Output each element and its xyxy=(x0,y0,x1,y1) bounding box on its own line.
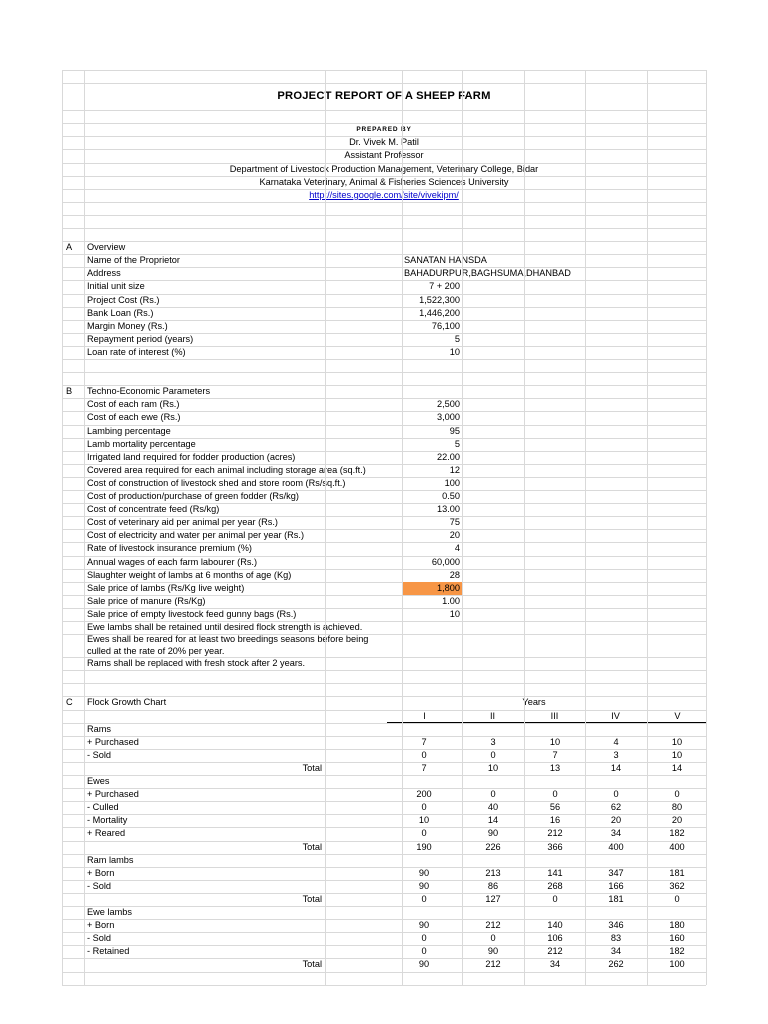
parameter-value[interactable]: 76,100 xyxy=(431,320,460,331)
flock-value[interactable]: 106 xyxy=(547,933,563,944)
parameter-label: Project Cost (Rs.) xyxy=(87,294,160,305)
flock-value[interactable]: 14 xyxy=(610,762,622,773)
flock-value[interactable]: 366 xyxy=(547,841,563,852)
flock-value[interactable]: 362 xyxy=(669,880,685,891)
parameter-label: Sale price of manure (Rs/Kg) xyxy=(87,595,206,606)
grid-column-line xyxy=(462,70,463,985)
total-label: Total xyxy=(302,841,322,852)
parameter-label: Lambing percentage xyxy=(87,425,171,436)
parameter-value[interactable]: 12 xyxy=(449,464,460,475)
flock-heading: Flock Growth Chart xyxy=(87,697,167,708)
flock-value[interactable]: 34 xyxy=(549,959,561,970)
flock-value[interactable]: 90 xyxy=(418,880,430,891)
flock-value[interactable]: 7 xyxy=(421,762,427,773)
flock-value[interactable]: 190 xyxy=(416,841,432,852)
parameter-value[interactable]: 1,522,300 xyxy=(419,294,460,305)
flock-value[interactable]: 90 xyxy=(418,920,430,931)
flock-value[interactable]: 90 xyxy=(418,867,430,878)
parameter-label: Cost of construction of livestock shed and store room (Rs/sq.ft.) xyxy=(87,477,346,488)
parameter-label: Irrigated land required for fodder production (acres) xyxy=(87,451,296,462)
flock-value[interactable]: 212 xyxy=(485,959,501,970)
flock-value[interactable]: 181 xyxy=(669,867,685,878)
grid-line xyxy=(62,202,706,203)
flock-value[interactable]: 34 xyxy=(610,946,622,957)
flock-value[interactable]: 166 xyxy=(608,880,624,891)
flock-value[interactable]: 0 xyxy=(613,789,619,800)
parameter-label: Margin Money (Rs.) xyxy=(87,320,168,331)
flock-value[interactable]: 127 xyxy=(485,893,501,904)
row-label: - Retained xyxy=(87,946,130,957)
flock-value[interactable]: 213 xyxy=(485,867,501,878)
parameter-label: Covered area required for each animal including storage area (sq.ft.) xyxy=(87,464,366,475)
grid-column-line xyxy=(84,70,85,985)
parameter-label: Sale price of lambs (Rs/Kg live weight) xyxy=(87,582,245,593)
total-label: Total xyxy=(302,959,322,970)
flock-value[interactable]: 0 xyxy=(552,789,558,800)
flock-value[interactable]: 180 xyxy=(669,920,685,931)
flock-value[interactable]: 0 xyxy=(421,946,427,957)
author-designation: Assistant Professor xyxy=(344,150,424,161)
flock-value[interactable]: 400 xyxy=(669,841,685,852)
parameter-label: Cost of production/purchase of green fodder (Rs/kg) xyxy=(87,491,299,502)
parameter-label: Sale price of empty livestock feed gunny bags (Rs.) xyxy=(87,608,297,619)
flock-value[interactable]: 10 xyxy=(671,736,683,747)
flock-value[interactable]: 181 xyxy=(608,893,624,904)
flock-value[interactable]: 83 xyxy=(610,933,622,944)
flock-value[interactable]: 14 xyxy=(487,815,499,826)
row-label: + Purchased xyxy=(87,736,139,747)
grid-line xyxy=(62,372,706,373)
parameter-value[interactable]: 1,446,200 xyxy=(419,307,460,318)
row-label: - Sold xyxy=(87,749,112,760)
group-heading: Rams xyxy=(87,723,111,734)
grid-line xyxy=(62,215,706,216)
grid-line xyxy=(62,670,706,671)
grid-column-line xyxy=(402,70,403,985)
flock-value[interactable]: 200 xyxy=(416,789,432,800)
flock-value[interactable]: 20 xyxy=(671,815,683,826)
flock-value[interactable]: 14 xyxy=(671,762,683,773)
years-label: Years xyxy=(522,697,546,708)
website-link[interactable]: http://sites.google.com/site/vivekipm/ xyxy=(309,189,459,200)
department-name: Department of Livestock Production Management, Veterinary College, Bidar xyxy=(229,163,539,174)
parameter-label: Cost of electricity and water per animal per year (Rs.) xyxy=(87,530,305,541)
flock-value[interactable]: 268 xyxy=(547,880,563,891)
flock-value[interactable]: 10 xyxy=(487,762,499,773)
parameter-value[interactable]: 5 xyxy=(454,438,460,449)
year-header-4: IV xyxy=(611,710,620,721)
flock-value[interactable]: 62 xyxy=(610,802,622,813)
flock-value[interactable]: 90 xyxy=(418,959,430,970)
flock-value[interactable]: 400 xyxy=(608,841,624,852)
flock-value[interactable]: 160 xyxy=(669,933,685,944)
parameter-label: Cost of concentrate feed (Rs/kg) xyxy=(87,504,220,515)
flock-value[interactable]: 0 xyxy=(421,749,427,760)
flock-value[interactable]: 80 xyxy=(671,802,683,813)
parameter-value[interactable]: 0.50 xyxy=(442,491,460,502)
parameter-value[interactable]: 60,000 xyxy=(431,556,460,567)
flock-value[interactable]: 10 xyxy=(549,736,561,747)
grid-column-line xyxy=(62,70,63,985)
parameter-label: Name of the Proprietor xyxy=(87,255,180,266)
parameter-label: Slaughter weight of lambs at 6 months of age (Kg) xyxy=(87,569,292,580)
parameter-value[interactable]: SANATAN HANSDA xyxy=(404,255,487,266)
note-text: Ewe lambs shall be retained until desired flock strength is achieved. xyxy=(87,622,363,633)
grid-line xyxy=(62,683,706,684)
year-header-2: II xyxy=(489,710,496,721)
parameter-value[interactable]: 7 + 200 xyxy=(429,281,460,292)
flock-value[interactable]: 100 xyxy=(669,959,685,970)
grid-line xyxy=(62,83,706,84)
note-text: Ewes shall be reared for at least two breedings seasons before being xyxy=(87,634,369,645)
parameter-label: Repayment period (years) xyxy=(87,333,194,344)
row-label: - Sold xyxy=(87,880,112,891)
spreadsheet[interactable] xyxy=(62,70,706,985)
author-name: Dr. Vivek M. Patil xyxy=(349,137,419,148)
parameter-label: Cost of veterinary aid per animal per year (Rs.) xyxy=(87,517,278,528)
parameter-value[interactable]: 1.00 xyxy=(442,595,460,606)
grid-line xyxy=(62,70,706,71)
flock-value[interactable]: 346 xyxy=(608,920,624,931)
flock-value[interactable]: 212 xyxy=(547,946,563,957)
parameter-label: Rate of livestock insurance premium (%) xyxy=(87,543,252,554)
row-label: + Born xyxy=(87,920,115,931)
grid-column-line xyxy=(325,70,326,985)
section-letter: B xyxy=(66,386,73,397)
flock-value[interactable]: 0 xyxy=(674,789,680,800)
prepared-by-label: PREPARED BY xyxy=(356,126,412,134)
parameter-value[interactable]: 13.00 xyxy=(437,504,460,515)
flock-value[interactable]: 212 xyxy=(485,920,501,931)
flock-value[interactable]: 10 xyxy=(418,815,430,826)
grid-line xyxy=(62,359,706,360)
note-text: culled at the rate of 20% per year. xyxy=(87,645,225,656)
year-header-1: I xyxy=(423,710,426,721)
flock-value[interactable]: 141 xyxy=(547,867,563,878)
flock-value[interactable]: 0 xyxy=(421,802,427,813)
flock-value[interactable]: 20 xyxy=(610,815,622,826)
parameter-value[interactable]: BAHADURPUR,BAGHSUMA,DHANBAD xyxy=(404,268,571,279)
flock-value[interactable]: 0 xyxy=(421,893,427,904)
parameter-value[interactable]: 75 xyxy=(449,517,460,528)
parameter-label: Loan rate of interest (%) xyxy=(87,346,186,357)
section-letter: A xyxy=(66,242,73,253)
flock-value[interactable]: 90 xyxy=(487,828,499,839)
grid-line xyxy=(62,985,706,986)
grid-column-line xyxy=(585,70,586,985)
year-header-5: V xyxy=(674,710,681,721)
flock-value[interactable]: 3 xyxy=(613,749,619,760)
grid-line xyxy=(62,110,706,111)
grid-column-line xyxy=(524,70,525,985)
parameter-label: Cost of each ram (Rs.) xyxy=(87,399,180,410)
flock-value[interactable]: 0 xyxy=(421,828,427,839)
flock-value[interactable]: 0 xyxy=(490,749,496,760)
parameter-value[interactable]: 20 xyxy=(449,530,460,541)
flock-value[interactable]: 7 xyxy=(421,736,427,747)
parameter-value[interactable]: 100 xyxy=(444,477,460,488)
flock-value[interactable]: 0 xyxy=(552,893,558,904)
parameter-value[interactable]: 10 xyxy=(449,608,460,619)
flock-value[interactable]: 16 xyxy=(549,815,561,826)
row-label: + Purchased xyxy=(87,789,139,800)
parameter-value[interactable]: 10 xyxy=(449,346,460,357)
row-label: - Sold xyxy=(87,933,112,944)
flock-value[interactable]: 347 xyxy=(608,867,624,878)
flock-value[interactable]: 56 xyxy=(549,802,561,813)
flock-value[interactable]: 262 xyxy=(608,959,624,970)
parameter-value[interactable]: 28 xyxy=(449,569,460,580)
university-name: Karnataka Veterinary, Animal & Fisheries Sciences University xyxy=(259,176,509,187)
parameter-label: Annual wages of each farm labourer (Rs.) xyxy=(87,556,258,567)
flock-value[interactable]: 90 xyxy=(487,946,499,957)
flock-value[interactable]: 4 xyxy=(613,736,619,747)
parameter-label: Address xyxy=(87,268,121,279)
parameter-label: Cost of each ewe (Rs.) xyxy=(87,412,181,423)
flock-value[interactable]: 212 xyxy=(547,828,563,839)
section-letter: C xyxy=(66,697,73,708)
grid-column-line xyxy=(706,70,707,985)
flock-value[interactable]: 0 xyxy=(674,893,680,904)
parameter-label: Initial unit size xyxy=(87,281,145,292)
parameter-value[interactable]: 4 xyxy=(454,543,460,554)
row-label: + Born xyxy=(87,867,115,878)
total-label: Total xyxy=(302,762,322,773)
total-label: Total xyxy=(302,893,322,904)
flock-value[interactable]: 3 xyxy=(490,736,496,747)
flock-value[interactable]: 34 xyxy=(610,828,622,839)
group-heading: Ram lambs xyxy=(87,854,134,865)
year-header-3: III xyxy=(550,710,559,721)
overview-heading: Overview xyxy=(87,242,126,253)
grid-line xyxy=(62,228,706,229)
flock-value[interactable]: 10 xyxy=(671,749,683,760)
flock-value[interactable]: 7 xyxy=(552,749,558,760)
parameter-value[interactable]: 5 xyxy=(454,333,460,344)
flock-value[interactable]: 0 xyxy=(490,789,496,800)
grid-line xyxy=(62,972,706,973)
parameter-value[interactable]: 95 xyxy=(449,425,460,436)
row-label: - Mortality xyxy=(87,815,128,826)
page-title: PROJECT REPORT OF A SHEEP FARM xyxy=(277,90,491,103)
flock-value[interactable]: 40 xyxy=(487,802,499,813)
group-heading: Ewes xyxy=(87,776,110,787)
parameter-value[interactable]: 3,000 xyxy=(437,412,460,423)
parameter-value[interactable]: 1,800 xyxy=(402,582,462,595)
flock-value[interactable]: 226 xyxy=(485,841,501,852)
flock-value[interactable]: 140 xyxy=(547,920,563,931)
parameter-label: Bank Loan (Rs.) xyxy=(87,307,154,318)
grid-column-line xyxy=(647,70,648,985)
flock-value[interactable]: 0 xyxy=(490,933,496,944)
flock-value[interactable]: 182 xyxy=(669,946,685,957)
parameter-label: Lamb mortality percentage xyxy=(87,438,196,449)
techno-heading: Techno-Economic Parameters xyxy=(87,386,211,397)
parameter-value[interactable]: 22.00 xyxy=(437,451,460,462)
flock-value[interactable]: 86 xyxy=(487,880,499,891)
parameter-value[interactable]: 2,500 xyxy=(437,399,460,410)
flock-value[interactable]: 182 xyxy=(669,828,685,839)
note-text: Rams shall be replaced with fresh stock after 2 years. xyxy=(87,658,306,669)
group-heading: Ewe lambs xyxy=(87,907,132,918)
row-label: - Culled xyxy=(87,802,119,813)
row-label: + Reared xyxy=(87,828,126,839)
flock-value[interactable]: 13 xyxy=(549,762,561,773)
flock-value[interactable]: 0 xyxy=(421,933,427,944)
